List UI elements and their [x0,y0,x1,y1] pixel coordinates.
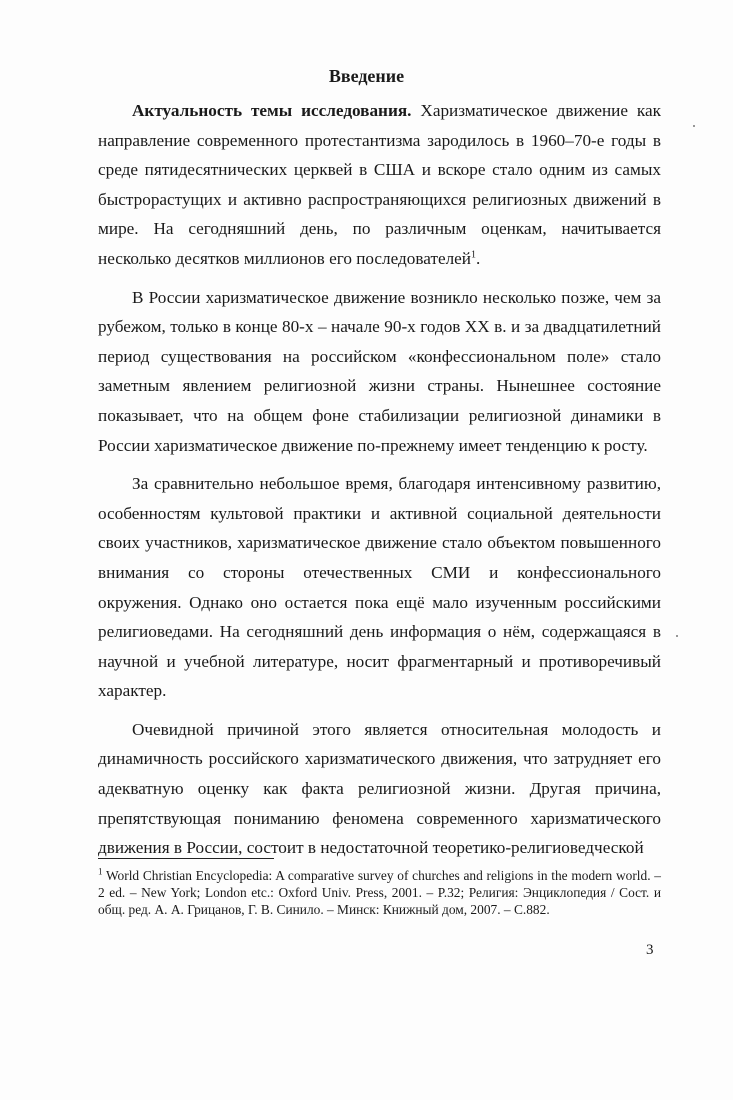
paragraph-russia: В России харизматическое движение возникло несколько позже, чем за рубежом, только в конце 80-х – начале 90-х годов XX в. и за двадцатилетний период существования на российском «конфессиональном поле» стало заметным явлением религиозной жизни страны. Нынешнее состояние показывает, что на общем фоне стабилизации религиозной динамики в России харизматическое движение по-прежнему имеет тенденцию к росту. [98,287,661,455]
footnote [98,867,661,918]
main-text [98,96,661,872]
page-number: 3 [646,942,654,958]
footnote-text: World Christian Encyclopedia: A comparative survey of churches and religions in the modern world. – 2 ed. – New York; London etc.: Oxford Univ. Press, 2001. – P.32; Религия: Энциклопедия / Сост. и общ. ред. А. А. Грицанов, Г. В. Синило. – Минск: Книжный дом, 2007. – С.882. [98,868,661,917]
footnote-marker: 1 [98,866,103,877]
footnote-divider [98,858,274,859]
paragraph-reasons: Очевидной причиной этого является относительная молодость и динамичность российского харизматического движения, что затрудняет его адекватную оценку как факта религиозной жизни. Другая причина, препятствующая пониманию феномена современного харизматического движения в России, состоит в недостаточной теоретико-религиоведческой [98,719,661,858]
scan-speck [693,125,695,127]
paragraph-relevance [98,96,661,274]
relevance-text: Харизматическое движение как направление современного протестантизма зародилось в 1960–70-е годы в среде пятидесятнических церквей в США и вскоре стало одним из самых быстрорастущих и активно распространяющихся религиозных движений в мире. На сегодняшний день, по различным оценкам, начитывается несколько десятков миллионов его последователей [98,101,661,268]
scan-speck [676,635,678,637]
relevance-lead: Актуальность темы исследования. [132,101,412,120]
footnote-reference: 1 [471,249,476,261]
page-title: Введение [328,66,405,86]
relevance-end: . [476,248,481,268]
paragraph-attention: За сравнительно небольшое время, благодаря интенсивному развитию, особенностям культовой практики и активной социальной деятельности своих участников, харизматическое движение стало объектом повышенного внимания со стороны отечественных СМИ и конфессионального окружения. Однако оно остается пока ещё мало изученным российскими религиоведами. На сегодняшний день информация о нём, содержащаяся в научной и учебной литературе, носит фрагментарный и противоречивый характер. [98,474,661,701]
